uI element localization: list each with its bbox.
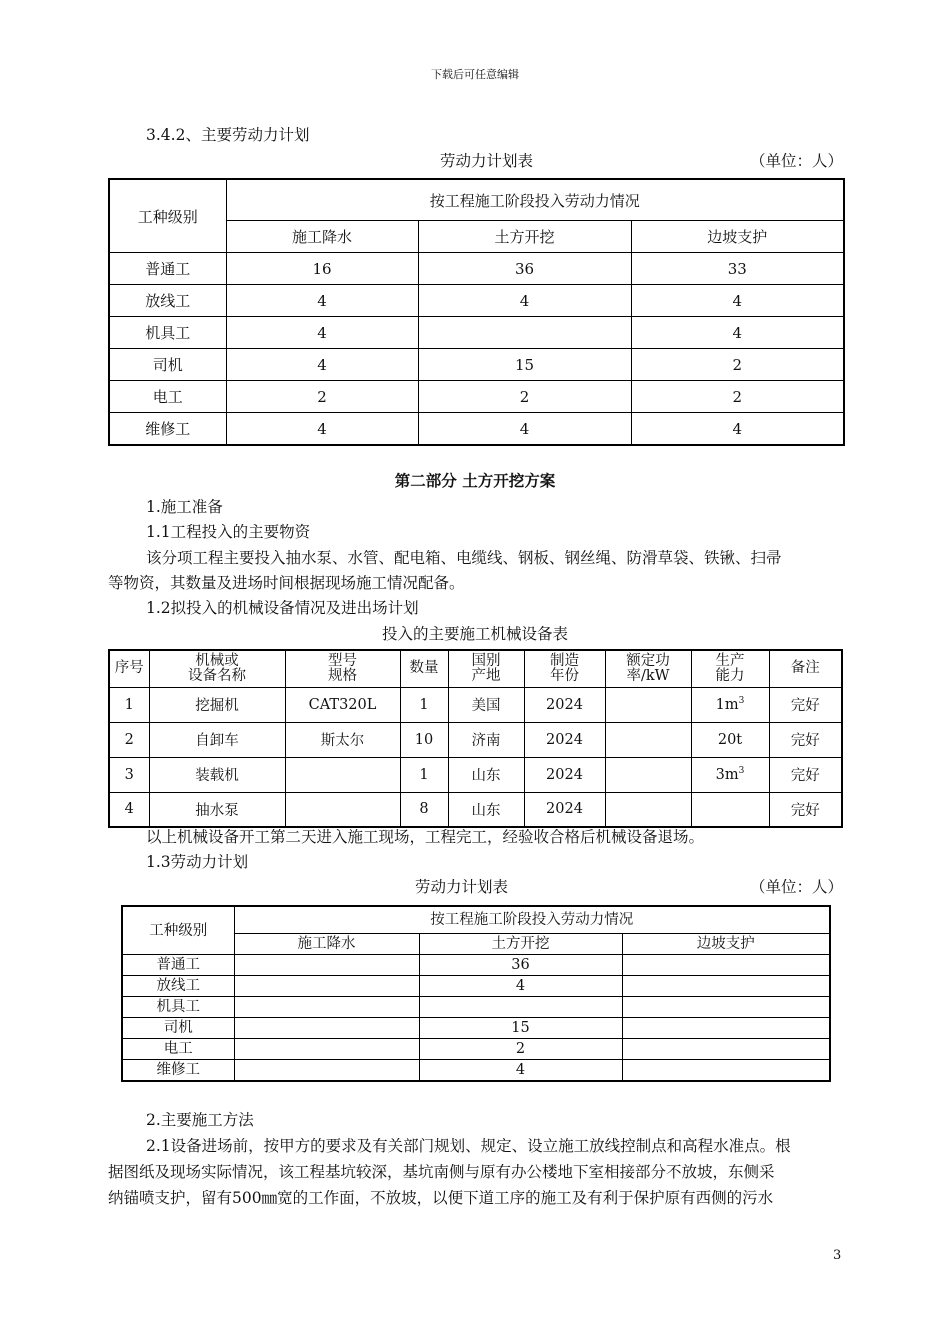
table-cell: 挖掘机	[149, 687, 285, 722]
section-1-3-heading: 1.3劳动力计划	[146, 853, 249, 871]
table-cell	[622, 1018, 830, 1039]
section-1-1-paragraph-line: 等物资，其数量及进场时间根据现场施工情况配备。	[108, 574, 465, 592]
table-row	[109, 349, 844, 381]
table-cell	[605, 792, 691, 827]
table-cell: 自卸车	[149, 722, 285, 757]
table-cell: 16	[226, 253, 418, 285]
table-row	[109, 381, 844, 413]
table-cell: 完好	[769, 687, 842, 722]
table-cell	[622, 1060, 830, 1082]
table-cell	[234, 976, 419, 997]
table-header-cell: 机械或 设备名称	[149, 650, 285, 687]
table-header-cell: 额定功 率/kW	[605, 650, 691, 687]
table-row	[109, 722, 842, 757]
table-cell: 维修工	[122, 1060, 234, 1082]
table-cell: 维修工	[109, 413, 226, 446]
table-row	[109, 687, 842, 722]
table-cell: 10	[400, 722, 448, 757]
section-2-1-paragraph-line: 2.1设备进场前，按甲方的要求及有关部门规划、规定、设立施工放线控制点和高程水准点。根	[146, 1137, 791, 1155]
table-cell	[691, 792, 769, 827]
table-cell	[622, 1039, 830, 1060]
table-cell: 2024	[524, 722, 605, 757]
equipment-note: 以上机械设备开工第二天进入施工现场，工程完工，经验收合格后机械设备退场。	[146, 828, 705, 846]
table-cell	[234, 1060, 419, 1082]
table-cell	[622, 997, 830, 1018]
labor-table-2-unit: （单位：人）	[750, 878, 844, 896]
table-cell: 电工	[122, 1039, 234, 1060]
table-cell: 4	[226, 285, 418, 317]
section-3-4-2-heading: 3.4.2、主要劳动力计划	[146, 126, 310, 144]
table-header-cell: 型号 规格	[285, 650, 400, 687]
table-row	[122, 976, 830, 997]
table-cell: 4	[418, 413, 631, 446]
capacity-value: 3m	[715, 766, 739, 783]
page-header: 下载后可任意编辑	[431, 68, 519, 81]
table-cell: 山东	[448, 792, 524, 827]
table-header-cell: 序号	[109, 650, 149, 687]
table-header-cell: 按工程施工阶段投入劳动力情况	[234, 906, 830, 934]
table-row	[109, 757, 842, 792]
table-header-row	[109, 650, 842, 687]
table-header-cell: 土方开挖	[419, 934, 622, 955]
section-1-1-paragraph-line: 该分项工程主要投入抽水泵、水管、配电箱、电缆线、钢板、钢丝绳、防滑草袋、铁锹、扫帚	[146, 549, 782, 567]
table-cell: 斯太尔	[285, 722, 400, 757]
table-cell	[691, 757, 769, 792]
section-2-heading: 2.主要施工方法	[146, 1111, 254, 1129]
table-cell: 3	[109, 757, 149, 792]
table-cell	[234, 997, 419, 1018]
table-header-cell: 施工降水	[226, 221, 418, 253]
table-cell: 4	[226, 413, 418, 446]
table-cell	[691, 687, 769, 722]
table-cell: 4	[226, 349, 418, 381]
page-number: 3	[833, 1248, 842, 1263]
table-cell: 4	[419, 976, 622, 997]
table-cell: 美国	[448, 687, 524, 722]
section-1-2-heading: 1.2拟投入的机械设备情况及进出场计划	[146, 599, 419, 617]
table-cell: 放线工	[122, 976, 234, 997]
labor-plan-table-1	[108, 178, 845, 446]
table-row	[122, 1018, 830, 1039]
table-row	[109, 317, 844, 349]
table-cell: 4	[419, 1060, 622, 1082]
capacity-superscript: 3	[738, 696, 745, 707]
table-cell: 4	[631, 413, 844, 446]
table-cell: 2024	[524, 687, 605, 722]
table-cell: 2	[631, 381, 844, 413]
table-header-row	[122, 906, 830, 934]
table-cell: 4	[631, 285, 844, 317]
table-cell: 2024	[524, 792, 605, 827]
table-cell: 完好	[769, 722, 842, 757]
table-cell	[234, 1039, 419, 1060]
table-row	[109, 253, 844, 285]
table-cell	[605, 687, 691, 722]
table-header-cell: 备注	[769, 650, 842, 687]
table-row	[109, 792, 842, 827]
equipment-table	[108, 649, 843, 828]
table-cell: 4	[226, 317, 418, 349]
table-cell: CAT320L	[285, 687, 400, 722]
table-cell: 2024	[524, 757, 605, 792]
table-cell: 完好	[769, 757, 842, 792]
table-header-cell: 国别 产地	[448, 650, 524, 687]
table-row	[122, 997, 830, 1018]
capacity-superscript: 3	[738, 766, 745, 777]
table-cell: 20t	[691, 722, 769, 757]
table-cell: 完好	[769, 792, 842, 827]
section-2-1-paragraph-line: 纳锚喷支护，留有500㎜宽的工作面，不放坡，以便下道工序的施工及有利于保护原有西侧的污水	[108, 1189, 774, 1207]
table-row	[109, 413, 844, 446]
labor-table-2-caption: 劳动力计划表	[415, 878, 509, 896]
table-cell: 抽水泵	[149, 792, 285, 827]
table-cell: 司机	[109, 349, 226, 381]
table-header-cell: 制造 年份	[524, 650, 605, 687]
table-cell: 2	[109, 722, 149, 757]
table-cell	[418, 317, 631, 349]
table-cell: 4	[631, 317, 844, 349]
table-cell: 1	[109, 687, 149, 722]
table-cell: 1	[400, 757, 448, 792]
equipment-table-caption: 投入的主要施工机械设备表	[381, 625, 568, 643]
table-cell: 机具工	[109, 317, 226, 349]
table-cell: 1	[400, 687, 448, 722]
section-1-1-heading: 1.1工程投入的主要物资	[146, 523, 311, 541]
table-row	[122, 955, 830, 976]
table-cell	[234, 955, 419, 976]
table-cell: 2	[418, 381, 631, 413]
table-cell: 4	[418, 285, 631, 317]
table-cell	[234, 1018, 419, 1039]
table-cell: 山东	[448, 757, 524, 792]
table-header-cell: 边坡支护	[631, 221, 844, 253]
table-cell	[622, 976, 830, 997]
table-cell: 36	[418, 253, 631, 285]
table-cell: 4	[109, 792, 149, 827]
table-cell: 2	[419, 1039, 622, 1060]
labor-table-1-caption: 劳动力计划表	[440, 152, 534, 170]
table-header-cell: 施工降水	[234, 934, 419, 955]
table-cell: 放线工	[109, 285, 226, 317]
table-cell: 8	[400, 792, 448, 827]
table-cell: 机具工	[122, 997, 234, 1018]
table-header-cell: 边坡支护	[622, 934, 830, 955]
section-2-1-paragraph-line: 据图纸及现场实际情况，该工程基坑较深，基坑南侧与原有办公楼地下室相接部分不放坡，东侧采	[108, 1163, 775, 1181]
table-header-cell: 工种级别	[122, 906, 234, 955]
table-cell: 15	[418, 349, 631, 381]
section-1-heading: 1.施工准备	[146, 498, 223, 516]
table-cell: 15	[419, 1018, 622, 1039]
table-cell	[419, 997, 622, 1018]
table-cell: 电工	[109, 381, 226, 413]
table-cell	[622, 955, 830, 976]
capacity-value: 1m	[715, 696, 739, 713]
table-cell	[605, 757, 691, 792]
table-header-cell: 工种级别	[109, 179, 226, 253]
table-cell	[285, 757, 400, 792]
table-cell: 普通工	[109, 253, 226, 285]
labor-table-1-unit: （单位：人）	[750, 152, 844, 170]
table-cell	[605, 722, 691, 757]
labor-plan-table-2	[121, 905, 831, 1082]
table-cell: 司机	[122, 1018, 234, 1039]
table-header-row	[109, 179, 844, 221]
table-header-cell: 按工程施工阶段投入劳动力情况	[226, 179, 844, 221]
table-cell: 普通工	[122, 955, 234, 976]
table-header-cell: 数量	[400, 650, 448, 687]
table-cell: 33	[631, 253, 844, 285]
table-row	[122, 1039, 830, 1060]
table-cell: 2	[226, 381, 418, 413]
table-cell: 2	[631, 349, 844, 381]
table-cell	[285, 792, 400, 827]
part-2-title: 第二部分 土方开挖方案	[394, 471, 556, 490]
table-row	[122, 1060, 830, 1082]
table-cell: 36	[419, 955, 622, 976]
table-cell: 济南	[448, 722, 524, 757]
table-header-cell: 土方开挖	[418, 221, 631, 253]
table-row	[109, 285, 844, 317]
table-header-cell: 生产 能力	[691, 650, 769, 687]
table-cell: 装载机	[149, 757, 285, 792]
